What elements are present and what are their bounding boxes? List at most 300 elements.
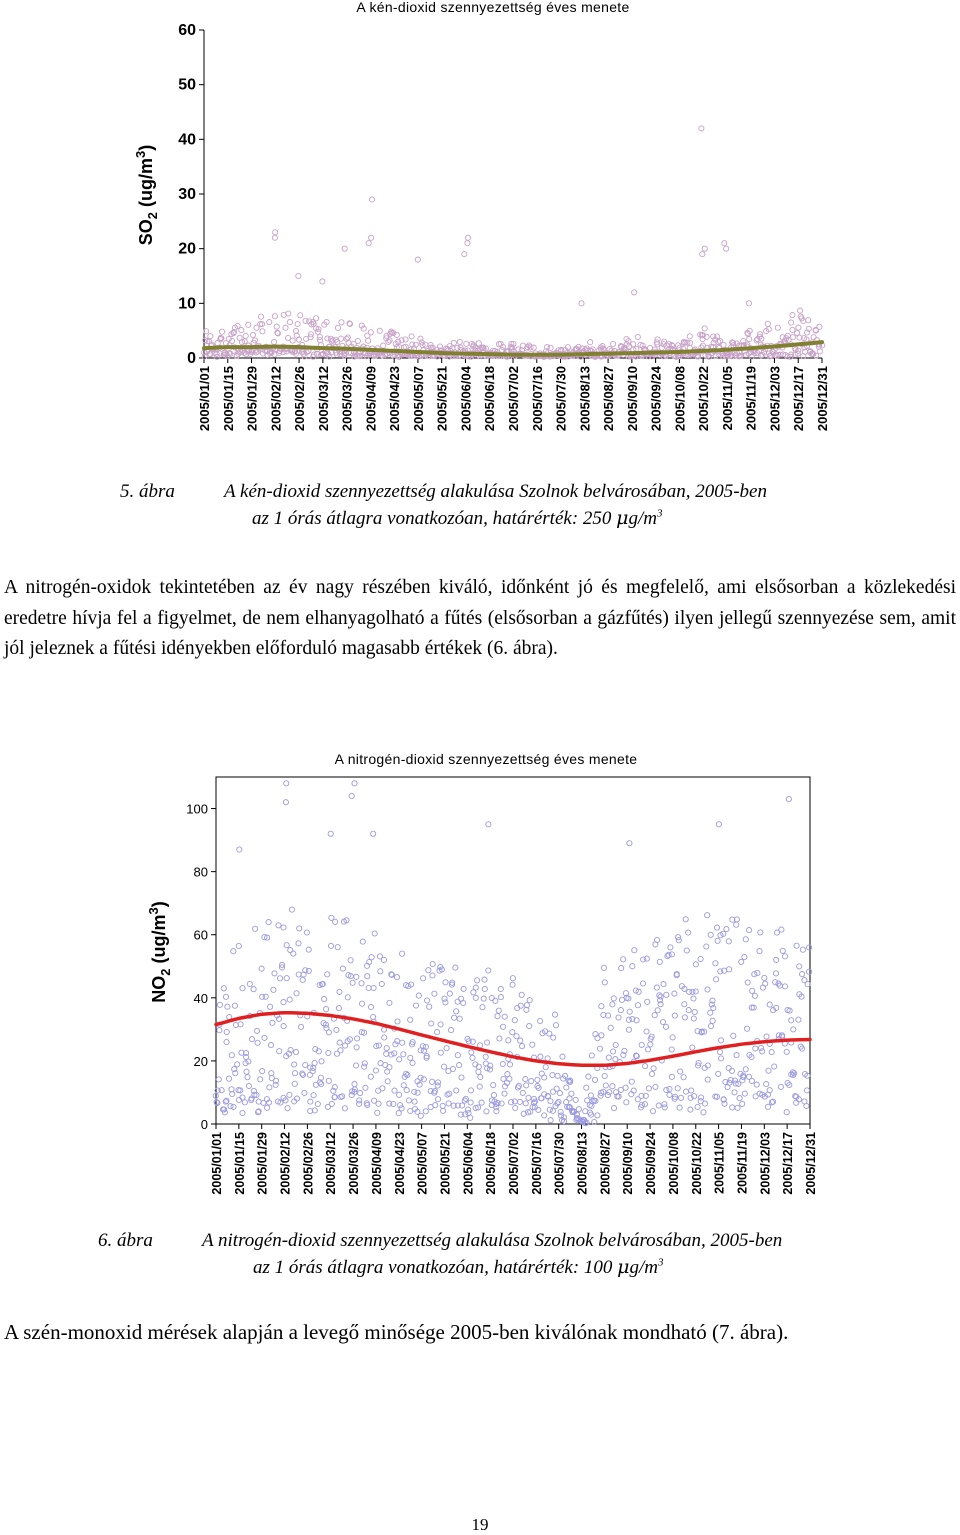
data-point [608,1025,613,1030]
data-point [491,1083,496,1088]
data-point [667,1092,672,1097]
data-point [498,995,503,1000]
data-point [684,948,689,953]
data-point [382,1027,387,1032]
data-point [804,1088,809,1093]
data-point [337,1040,342,1045]
data-point [755,970,760,975]
data-point [469,1050,474,1055]
data-point [501,1024,506,1029]
data-point [325,972,330,977]
data-point [749,1078,754,1083]
data-point [255,1040,260,1045]
fig6-caption-unit: g/m [629,1257,659,1278]
data-point [354,974,359,979]
fig5-caption-unit: g/m [628,508,658,529]
data-point [767,1088,772,1093]
data-point [421,976,426,981]
data-point [476,341,481,346]
data-point [538,1018,543,1023]
x-tick-label: 2005/11/19 [743,366,759,431]
data-point [440,1103,445,1108]
data-point [336,1006,341,1011]
data-point [726,1066,731,1071]
data-point [750,988,755,993]
data-point [387,1065,392,1070]
y-axis-label-sup: 3 [146,907,161,915]
y-axis-label [133,145,160,245]
data-point [401,1083,406,1088]
data-point [705,913,710,918]
data-point [538,1054,543,1059]
fig5-caption-line1: A kén-dioxid szennyezettség alakulása Szolnok belvárosában, 2005-ben [224,481,767,502]
data-point [394,975,399,980]
data-point [249,1037,254,1042]
data-point [516,1083,521,1088]
data-point [397,1057,402,1062]
outlier-point [369,197,374,202]
data-point [778,1084,783,1089]
data-point [312,1060,317,1065]
data-point [686,1008,691,1013]
data-point [760,1049,765,1054]
data-point [409,334,414,339]
data-point [790,335,795,340]
data-point [396,1111,401,1116]
data-point [429,1021,434,1026]
data-point [695,1104,700,1109]
data-point [449,1028,454,1033]
data-point [762,975,767,980]
data-point [243,333,248,338]
data-point [735,1105,740,1110]
data-point [734,1053,739,1058]
data-point [678,1069,683,1074]
x-tick-label: 2005/02/12 [278,1132,293,1195]
data-point [423,1109,428,1114]
outlier-point [702,246,707,251]
data-point [208,334,213,339]
data-point [714,925,719,930]
data-point [739,959,744,964]
x-tick-label: 2005/10/22 [696,366,712,432]
data-point [789,320,794,325]
x-tick-label: 2005/06/18 [482,366,498,432]
data-point [747,928,752,933]
data-point [627,1009,632,1014]
outlier-point [296,273,301,278]
data-point [806,318,811,323]
data-point [291,951,296,956]
data-point [681,1075,686,1080]
x-tick-label: 2005/04/09 [369,1132,384,1195]
data-point [457,339,462,344]
data-point [730,1105,735,1110]
data-point [530,1042,535,1047]
data-point [452,1015,457,1020]
data-point [491,1093,496,1098]
data-point [610,1049,615,1054]
data-point [476,1069,481,1074]
data-point [499,1101,504,1106]
data-point [548,345,553,350]
x-tick-label: 2005/03/26 [347,1132,362,1195]
data-point [512,1099,517,1104]
data-point [500,1061,505,1066]
data-point [548,1099,553,1104]
data-point [692,1009,697,1014]
y-tick-label: 60 [193,927,208,943]
data-point [362,1061,367,1066]
x-tick-label: 2005/04/09 [363,366,379,432]
data-point [641,957,646,962]
data-point [221,986,226,991]
data-point [274,324,279,329]
data-point [276,923,281,928]
data-point [780,948,785,953]
data-point [413,1003,418,1008]
data-point [284,943,289,948]
data-point [473,985,478,990]
data-point [376,1101,381,1106]
data-point [446,1101,451,1106]
data-point [496,1008,501,1013]
data-point [668,945,673,950]
data-point [245,1075,250,1080]
outlier-point [328,831,333,836]
data-point [418,1075,423,1080]
data-point [611,996,616,1001]
outlier-point [415,257,420,262]
outlier-point [579,301,584,306]
outlier-point [465,235,470,240]
data-point [442,1064,447,1069]
outlier-point [700,252,705,257]
data-point [287,997,292,1002]
data-point [497,1036,502,1041]
data-point [443,1000,448,1005]
data-point [752,972,757,977]
data-point [354,1063,359,1068]
data-point [461,1000,466,1005]
data-point [794,1100,799,1105]
data-point [630,964,635,969]
data-point [796,325,801,330]
data-point [399,1106,404,1111]
y-tick-label: 100 [186,801,208,817]
outlier-point [349,793,354,798]
x-tick-label: 2005/07/16 [529,1132,544,1195]
outlier-point [366,241,371,246]
data-point [246,1083,251,1088]
data-point [387,1000,392,1005]
data-point [710,1018,715,1023]
data-point [377,328,382,333]
data-point [773,980,778,985]
data-point [754,1082,759,1087]
data-point [506,1038,511,1043]
data-point [484,1109,489,1114]
data-point [333,919,338,924]
outlier-point [237,847,242,852]
data-point [524,1083,529,1088]
data-point [468,1100,473,1105]
data-point [216,1077,221,1082]
y-axis-label [146,901,173,1002]
fig6-caption-mu: μ [617,1256,630,1278]
data-point [791,1027,796,1032]
data-point [764,1082,769,1087]
data-point [379,981,384,986]
outlier-point [724,246,729,251]
data-point [375,1110,380,1115]
data-point [624,1100,629,1105]
data-point [796,1017,801,1022]
data-point [545,1056,550,1061]
data-point [473,995,478,1000]
x-tick-label: 2005/07/02 [506,366,521,432]
data-point [450,1066,455,1071]
data-point [482,986,487,991]
data-point [670,1035,675,1040]
data-point [246,322,251,327]
data-point [455,999,460,1004]
data-point [224,1039,229,1044]
data-point [229,1053,234,1058]
data-point [513,1105,518,1110]
data-point [758,1045,763,1050]
x-tick-label: 2005/10/08 [666,1132,681,1195]
data-point [451,340,456,345]
data-point [651,1066,656,1071]
data-point [569,1091,574,1096]
data-point [635,1003,640,1008]
data-point [502,1014,507,1019]
y-axis-label-main: SO [136,219,156,246]
outlier-point [369,235,374,240]
data-point [430,973,435,978]
data-point [281,925,286,930]
data-point [260,1069,265,1074]
data-point [272,339,277,344]
data-point [408,1055,413,1060]
data-point [277,976,282,981]
x-tick-label: 2005/12/31 [804,1132,818,1195]
x-tick-label: 2005/12/31 [815,366,830,432]
data-point [767,1002,772,1007]
data-point [251,987,256,992]
x-tick-label: 2005/08/27 [598,1132,613,1195]
data-point [454,1088,459,1093]
y-tick-label: 80 [193,864,208,880]
data-point [807,969,812,974]
data-point [523,1101,528,1106]
data-point [669,1074,674,1079]
data-point [267,320,272,325]
x-tick-label: 2005/08/13 [575,1132,590,1195]
data-point [302,1090,307,1095]
x-tick-label: 2005/11/19 [735,1132,750,1194]
x-tick-label: 2005/08/27 [601,366,617,432]
data-point [338,336,343,341]
data-point [718,1056,723,1061]
data-point [678,1095,683,1100]
data-point [576,1107,581,1112]
y-tick-label: 0 [187,350,196,367]
data-point [621,957,626,962]
data-point [792,1071,797,1076]
data-point [689,1088,694,1093]
data-point [475,978,480,983]
data-point [468,1088,473,1093]
data-point [217,1002,222,1007]
x-tick-label: 2005/11/05 [719,366,735,431]
data-point [644,956,649,961]
data-point [455,1053,460,1058]
data-point [698,956,703,961]
data-point [485,1040,490,1045]
no2-chart [0,740,960,1230]
x-tick-label: 2005/12/03 [758,1132,773,1195]
data-point [397,1092,402,1097]
data-point [529,1079,534,1084]
data-point [481,996,486,1001]
x-tick-label: 2005/01/01 [197,366,212,432]
data-point [226,1076,231,1081]
data-point [479,1100,484,1105]
data-point [290,338,295,343]
y-axis-label-unit: (ug/m [136,157,156,212]
data-point [597,1046,602,1051]
data-point [277,1049,282,1054]
data-point [442,996,447,1001]
data-point [758,930,763,935]
data-point [766,1068,771,1073]
data-point [294,991,299,996]
data-point [365,974,370,979]
data-point [478,1043,483,1048]
outlier-point [462,252,467,257]
data-point [588,340,593,345]
x-tick-label: 2005/01/29 [244,366,260,432]
data-point [603,1083,608,1088]
data-point [798,308,803,313]
data-point [589,1103,594,1108]
data-point [342,1106,347,1111]
data-point [240,1110,245,1115]
data-point [542,1075,547,1080]
data-point [807,945,812,950]
data-point [404,1088,409,1093]
data-point [800,972,805,977]
data-point [259,314,264,319]
data-point [380,1086,385,1091]
data-point [527,1023,532,1028]
data-point [588,1093,593,1098]
y-tick-label: 60 [178,22,196,39]
data-point [457,1016,462,1021]
data-point [732,1090,737,1095]
data-point [782,954,787,959]
data-point [677,1105,682,1110]
data-point [790,327,795,332]
data-point [266,920,271,925]
data-point [296,941,301,946]
data-point [676,938,681,943]
x-tick-label: 2005/07/30 [552,1132,567,1195]
data-point [705,987,710,992]
data-point [384,1051,389,1056]
data-point [708,1024,713,1029]
x-tick-label: 2005/10/22 [689,1132,704,1195]
data-point [742,955,747,960]
data-point [675,1086,680,1091]
data-point [639,1042,644,1047]
data-point [288,948,293,953]
data-point [326,1050,331,1055]
y-axis-label-close: ) [149,901,169,908]
data-point [299,1024,304,1029]
fig5-caption-line2-text: az 1 órás átlagra vonatkozóan, határérték: 250 [252,508,617,529]
data-point [412,1099,417,1104]
data-point [373,1068,378,1073]
y-axis-label-main: NO [149,975,169,1003]
data-point [217,1028,222,1033]
data-point [438,1050,443,1055]
data-point [618,1008,623,1013]
data-point [775,325,780,330]
data-point [478,1074,483,1079]
data-point [281,1024,286,1029]
data-point [294,1050,299,1055]
data-point [626,996,631,1001]
data-point [602,980,607,985]
x-tick-label: 2005/01/01 [210,1132,224,1195]
data-point [553,1023,558,1028]
data-point [655,937,660,942]
data-point [789,1018,794,1023]
data-point [432,991,437,996]
data-point [765,321,770,326]
data-point [610,1002,615,1007]
data-point [480,1005,485,1010]
data-point [427,1004,432,1009]
x-tick-label: 2005/09/24 [648,366,664,432]
data-point [592,1077,597,1082]
data-point [392,1088,397,1093]
outlier-point [272,235,277,240]
data-point [704,944,709,949]
data-point [304,930,309,935]
data-point [669,1047,674,1052]
data-point [663,1024,668,1029]
data-point [536,1107,541,1112]
data-point [557,1091,562,1096]
outlier-point [352,781,357,786]
y-tick-label: 40 [193,990,208,1006]
x-tick-label: 2005/12/17 [781,1132,796,1195]
data-point [747,336,752,341]
data-point [763,981,768,986]
data-point [526,1095,531,1100]
data-point [315,1101,320,1106]
x-tick-label: 2005/10/08 [672,366,688,432]
data-point [244,1069,249,1074]
y-axis-label-sub: 2 [145,211,160,220]
data-point [247,981,252,986]
data-point [713,961,718,966]
data-point [371,985,376,990]
